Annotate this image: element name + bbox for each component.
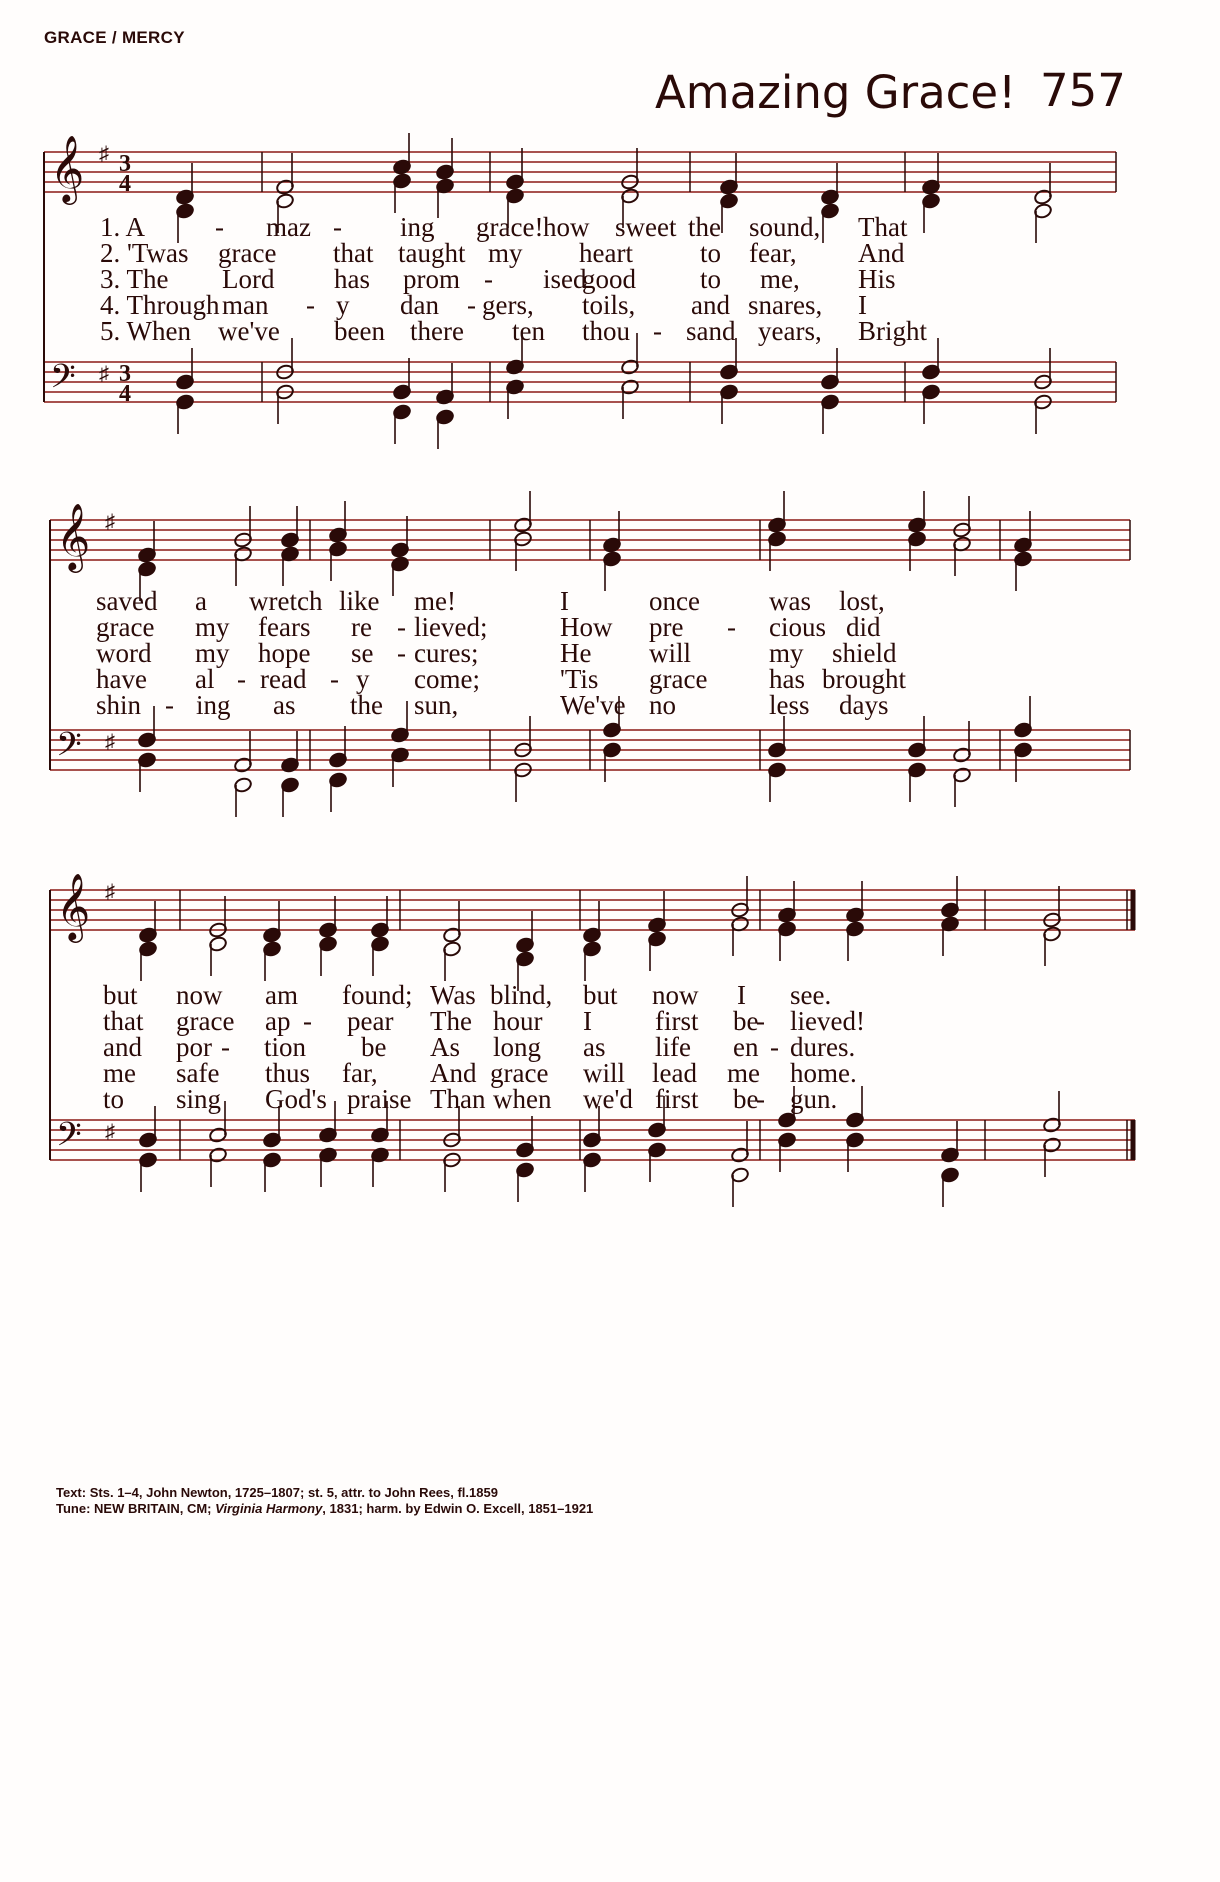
system-3-treble-clef: 𝄞 <box>56 874 91 939</box>
lyric-syllable: ten <box>512 316 545 346</box>
lyric-syllable: the <box>688 212 721 242</box>
lyric-syllable: to <box>700 238 722 268</box>
lyric-syllable: come; <box>414 664 480 694</box>
system-2-bass-sharp: ♯ <box>105 731 115 753</box>
lyric-syllable: 2. 'Twas <box>100 238 189 268</box>
lyric-syllable: - <box>397 612 406 642</box>
lyric-syllable: fears <box>258 612 311 642</box>
lyric-syllable: fear, <box>749 238 797 268</box>
lyric-syllable: sing <box>176 1084 222 1114</box>
hymn-title: Amazing Grace! <box>655 66 1017 119</box>
lyric-syllable: found; <box>342 980 413 1010</box>
lyric-line-s2-v5 <box>0 690 1220 722</box>
lyric-syllable: - <box>165 690 174 720</box>
lyric-syllable: 5. When <box>100 316 191 346</box>
lyric-syllable: - <box>303 1006 312 1036</box>
lyric-syllable: we'd <box>583 1084 633 1114</box>
lyric-syllable: Than <box>430 1084 486 1114</box>
lyric-syllable: grace <box>218 238 277 268</box>
lyric-syllable: - <box>237 664 246 694</box>
lyric-syllable: - <box>727 612 736 642</box>
lyric-syllable: when <box>493 1084 552 1114</box>
lyric-syllable: hope <box>258 638 311 668</box>
lyric-syllable: ing <box>196 690 231 720</box>
lyric-syllable: but <box>583 980 618 1010</box>
lyric-syllable: see. <box>790 980 832 1010</box>
lyric-syllable: me, <box>760 264 800 294</box>
system-3-bass-sharp: ♯ <box>105 1121 115 1143</box>
lyric-syllable: me! <box>414 586 456 616</box>
lyric-syllable: en <box>733 1032 759 1062</box>
lyric-syllable: sweet <box>615 212 677 242</box>
system-1-treble-clef: 𝄞 <box>50 136 85 201</box>
system-2-treble-sharp: ♯ <box>105 511 115 533</box>
lyric-syllable: am <box>265 980 298 1010</box>
lyric-syllable: years, <box>758 316 822 346</box>
lyric-syllable: sand <box>686 316 736 346</box>
lyric-line-s3-v5 <box>0 1084 1220 1116</box>
lyric-syllable: like <box>339 586 380 616</box>
lyric-syllable: my <box>488 238 523 268</box>
lyric-syllable: The <box>430 1006 472 1036</box>
lyric-syllable: be <box>733 1006 759 1036</box>
lyric-syllable: home. <box>790 1058 857 1088</box>
lyric-syllable: cious <box>769 612 826 642</box>
lyric-syllable: God's <box>265 1084 327 1114</box>
lyric-syllable: lieved; <box>414 612 488 642</box>
lyric-syllable: ised <box>543 264 587 294</box>
lyric-syllable: - <box>770 1032 779 1062</box>
lyric-syllable: have <box>96 664 147 694</box>
lyric-syllable: And <box>430 1058 477 1088</box>
lyric-syllable: but <box>103 980 138 1010</box>
lyric-syllable: my <box>195 638 230 668</box>
lyric-syllable: - <box>221 1032 230 1062</box>
lyric-syllable: brought <box>822 664 906 694</box>
lyric-syllable: has <box>769 664 805 694</box>
lyric-syllable: - <box>333 212 342 242</box>
lyric-syllable: se <box>351 638 374 668</box>
lyric-syllable: - <box>215 212 224 242</box>
lyric-syllable: ap <box>265 1006 291 1036</box>
lyric-syllable: grace! <box>476 212 544 242</box>
lyric-syllable: - <box>467 290 476 320</box>
lyric-syllable: praise <box>347 1084 412 1114</box>
system-1-time-top: 3 <box>119 361 131 387</box>
lyric-syllable: That <box>858 212 908 242</box>
lyric-syllable: will <box>583 1058 626 1088</box>
lyric-syllable: word <box>96 638 152 668</box>
lyric-syllable: pear <box>347 1006 394 1036</box>
lyric-syllable: - <box>653 316 662 346</box>
lyric-syllable: I <box>858 290 867 320</box>
lyric-syllable: to <box>700 264 722 294</box>
lyric-syllable: a <box>195 586 207 616</box>
lyric-syllable: 4. Through <box>100 290 220 320</box>
lyric-syllable: heart <box>579 238 633 268</box>
lyric-syllable: that <box>333 238 374 268</box>
lyric-syllable: man <box>222 290 269 320</box>
lyric-syllable: sun, <box>414 690 459 720</box>
lyric-syllable: 'Tis <box>560 664 599 694</box>
lyric-syllable: was <box>769 586 811 616</box>
lyric-syllable: as <box>273 690 296 720</box>
lyric-syllable: sound, <box>749 212 821 242</box>
lyric-syllable: and <box>103 1032 142 1062</box>
lyric-syllable: now <box>652 980 699 1010</box>
lyric-syllable: toils, <box>582 290 636 320</box>
lyric-syllable: wretch <box>249 586 323 616</box>
lyric-syllable: thou <box>582 316 631 346</box>
lyric-syllable: dan <box>400 290 439 320</box>
lyric-syllable: thus <box>265 1058 311 1088</box>
lyric-syllable: por <box>176 1032 212 1062</box>
system-1-bass-clef: 𝄢 <box>50 358 76 403</box>
lyric-syllable: me <box>103 1058 136 1088</box>
lyric-syllable: we've <box>218 316 280 346</box>
lyric-syllable: saved <box>96 586 158 616</box>
lyric-syllable: - <box>397 638 406 668</box>
lyric-syllable: 1. A <box>100 212 146 242</box>
system-1-bass-sharp: ♯ <box>99 363 109 385</box>
lyric-syllable: - <box>756 1006 765 1036</box>
lyric-syllable: did <box>846 612 881 642</box>
lyric-syllable: y <box>336 290 350 320</box>
lyric-syllable: As <box>430 1032 461 1062</box>
lyric-syllable: first <box>655 1006 699 1036</box>
lyric-syllable: taught <box>398 238 466 268</box>
lyric-syllable: shin <box>96 690 142 720</box>
lyric-syllable: been <box>334 316 385 346</box>
lyric-syllable: good <box>582 264 636 294</box>
lyric-syllable: And <box>858 238 905 268</box>
lyric-syllable: - <box>330 664 339 694</box>
lyric-syllable: days <box>839 690 889 720</box>
lyric-syllable: grace <box>176 1006 235 1036</box>
lyric-syllable: His <box>858 264 896 294</box>
lyric-syllable: now <box>176 980 223 1010</box>
lyric-syllable: to <box>103 1084 125 1114</box>
lyric-syllable: far, <box>342 1058 378 1088</box>
lyric-syllable: blind, <box>490 980 553 1010</box>
lyric-syllable: dures. <box>790 1032 856 1062</box>
system-1-time-top: 3 <box>119 151 131 177</box>
section-header: GRACE / MERCY <box>44 28 185 47</box>
lyric-syllable: my <box>195 612 230 642</box>
lyric-line-s1-v5 <box>0 316 1220 348</box>
lyric-syllable: me <box>727 1058 760 1088</box>
system-1-time-bottom: 4 <box>119 171 131 197</box>
lyric-syllable: snares, <box>748 290 823 320</box>
lyric-syllable: cures; <box>414 638 479 668</box>
hymn-number: 757 <box>1040 64 1126 117</box>
system-1-time-bottom: 4 <box>119 381 131 407</box>
lyric-syllable: be <box>361 1032 387 1062</box>
system-3-bass-clef: 𝄢 <box>56 1116 82 1161</box>
lyric-syllable: grace <box>649 664 708 694</box>
lyric-syllable: first <box>655 1084 699 1114</box>
lyric-syllable: He <box>560 638 592 668</box>
lyric-syllable: be <box>733 1084 759 1114</box>
lyric-syllable: gers, <box>482 290 534 320</box>
lyric-syllable: y <box>356 664 370 694</box>
lyric-syllable: no <box>649 690 676 720</box>
credits <box>56 1485 593 1517</box>
system-2-bass-clef: 𝄢 <box>56 726 82 771</box>
lyric-syllable: ing <box>400 212 435 242</box>
lyric-syllable: lieved! <box>790 1006 865 1036</box>
lyric-syllable: as <box>583 1032 606 1062</box>
lyric-syllable: lost, <box>839 586 885 616</box>
lyric-syllable: less <box>769 690 810 720</box>
lyric-syllable: the <box>350 690 383 720</box>
lyric-syllable: - <box>756 1084 765 1114</box>
system-3-treble-sharp: ♯ <box>105 881 115 903</box>
lyric-syllable: my <box>769 638 804 668</box>
lyric-syllable: has <box>334 264 370 294</box>
lyric-syllable: gun. <box>790 1084 838 1114</box>
lyric-syllable: I <box>560 586 569 616</box>
system-1-treble-sharp: ♯ <box>99 143 109 165</box>
lyric-syllable: once <box>649 586 700 616</box>
lyric-syllable: - <box>484 264 493 294</box>
lyric-syllable: hour <box>493 1006 543 1036</box>
lyric-syllable: We've <box>560 690 626 720</box>
lyric-syllable: lead <box>652 1058 697 1088</box>
lyric-syllable: safe <box>176 1058 220 1088</box>
lyric-syllable: prom <box>403 264 460 294</box>
lyric-syllable: I <box>737 980 746 1010</box>
lyric-syllable: read <box>260 664 307 694</box>
tune-credit: Tune: NEW BRITAIN, CM; Virginia Harmony, 1831; harm. by Edwin O. Excell, 1851–1921 <box>56 1501 594 1516</box>
lyric-syllable: pre <box>649 612 684 642</box>
lyric-syllable: - <box>306 290 315 320</box>
lyric-syllable: grace <box>490 1058 549 1088</box>
lyric-syllable: I <box>583 1006 592 1036</box>
system-2-treble-clef: 𝄞 <box>56 504 91 569</box>
lyric-syllable: al <box>195 664 215 694</box>
lyric-syllable: tion <box>264 1032 307 1062</box>
lyric-syllable: Lord <box>222 264 275 294</box>
lyric-syllable: shield <box>832 638 897 668</box>
lyric-syllable: life <box>655 1032 691 1062</box>
lyric-syllable: that <box>103 1006 144 1036</box>
lyric-syllable: Was <box>430 980 476 1010</box>
lyric-syllable: long <box>493 1032 542 1062</box>
lyric-syllable: maz <box>266 212 311 242</box>
lyric-syllable: grace <box>96 612 155 642</box>
lyric-syllable: will <box>649 638 692 668</box>
lyric-syllable: 3. The <box>100 264 169 294</box>
lyric-syllable: there <box>410 316 464 346</box>
text-credit: Text: Sts. 1–4, John Newton, 1725–1807; st. 5, attr. to John Rees, fl.1859 <box>56 1485 498 1500</box>
lyric-syllable: and <box>691 290 730 320</box>
lyric-syllable: re <box>351 612 372 642</box>
lyric-syllable: How <box>560 612 613 642</box>
lyric-syllable: Bright <box>858 316 928 346</box>
lyric-syllable: how <box>543 212 590 242</box>
